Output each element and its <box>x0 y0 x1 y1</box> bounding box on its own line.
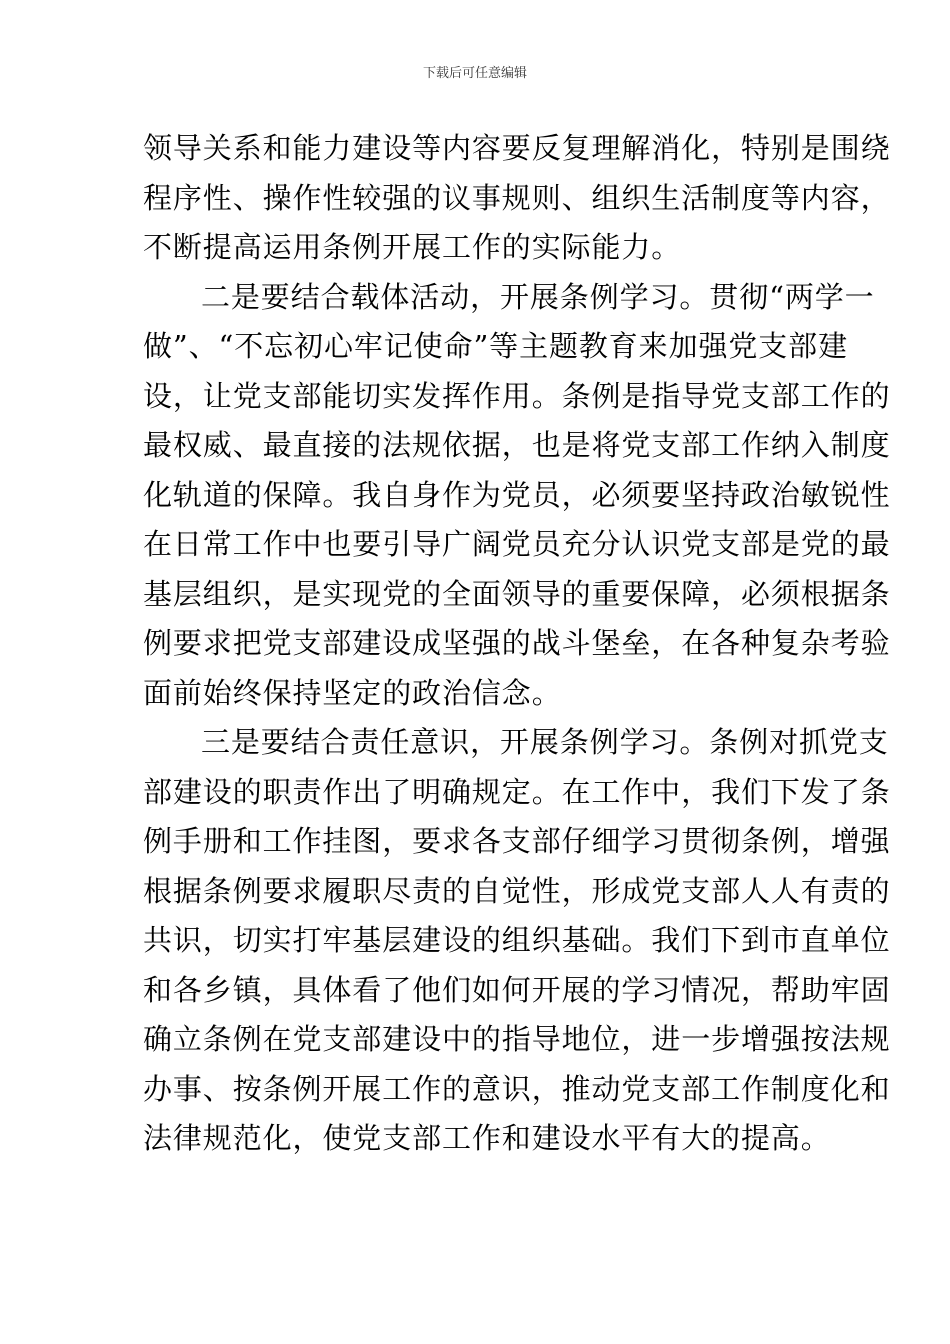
text-line: 化轨道的保障。我自身作为党员，必须要坚持政治敏锐性 <box>143 477 891 512</box>
page-header: 下载后可任意编辑 <box>422 66 527 81</box>
text-line: 做”、“不忘初心牢记使命”等主题教育来加强党支部建 <box>143 329 848 363</box>
text-line: 例要求把党支部建设成坚强的战斗堡垒，在各种复杂考验 <box>143 626 891 660</box>
text-line: 法律规范化，使党支部工作和建设水平有大的提高。 <box>143 1121 831 1155</box>
text-line: 二是要结合载体活动，开展条例学习。贯彻“两学一 <box>201 279 875 314</box>
text-line: 和各乡镇，具体看了他们如何开展的学习情况，帮助牢固 <box>143 972 891 1007</box>
paragraph-3 <box>143 718 891 1164</box>
document-body <box>143 124 891 1164</box>
text-line: 例手册和工作挂图，要求各支部仔细学习贯彻条例，增强 <box>143 824 891 858</box>
text-line: 领导关系和能力建设等内容要反复理解消化，特别是围绕 <box>143 131 891 165</box>
text-line: 最权威、最直接的法规依据，也是将党支部工作纳入制度 <box>143 428 891 462</box>
text-line: 在日常工作中也要引导广阔党员充分认识党支部是党的最 <box>143 527 891 561</box>
paragraph-1 <box>143 124 891 273</box>
text-line: 基层组织，是实现党的全面领导的重要保障，必须根据条 <box>143 576 891 611</box>
paragraph-2 <box>143 273 891 719</box>
text-line: 三是要结合责任意识，开展条例学习。条例对抓党支 <box>201 725 889 759</box>
text-line: 设，让党支部能切实发挥作用。条例是指导党支部工作的 <box>143 378 891 413</box>
text-line: 部建设的职责作出了明确规定。在工作中，我们下发了条 <box>143 774 891 809</box>
text-line: 确立条例在党支部建设中的指导地位，进一步增强按法规 <box>143 1022 891 1056</box>
text-line: 面前始终保持坚定的政治信念。 <box>143 675 562 710</box>
text-line: 办事、按条例开展工作的意识，推动党支部工作制度化和 <box>143 1071 891 1106</box>
text-line: 不断提高运用条例开展工作的实际能力。 <box>143 230 682 264</box>
text-line: 根据条例要求履职尽责的自觉性，形成党支部人人有责的 <box>143 873 891 908</box>
text-line: 程序性、操作性较强的议事规则、组织生活制度等内容， <box>143 180 891 215</box>
text-line: 共识，切实打牢基层建设的组织基础。我们下到市直单位 <box>143 923 891 957</box>
